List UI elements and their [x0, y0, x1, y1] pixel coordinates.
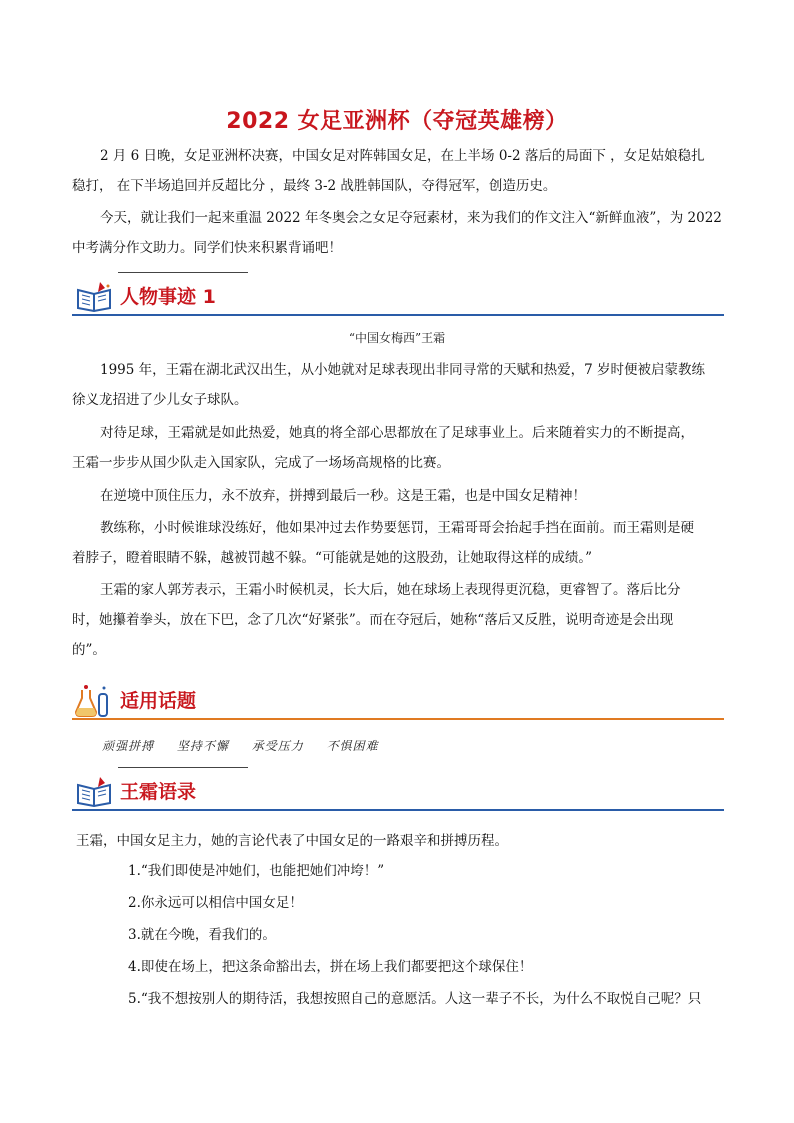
text-line: 对待足球，王霜就是如此热爱，她真的将全部心思都放在了足球事业上。后来随着实力的不断提高， — [100, 425, 694, 441]
text-line: 时，她攥着拳头，放在下巴，念了几次“好紧张”。而在夺冠后，她称“落后又反胜，说明奇迹是会出现 — [72, 612, 674, 628]
story-paragraph-5 — [72, 575, 727, 665]
text-line: 的”。 — [72, 642, 106, 658]
topic-tag: 不惧困难 — [326, 739, 379, 753]
text-line: 徐义龙招进了少儿女子球队。 — [72, 392, 248, 408]
quote-list — [128, 855, 728, 1015]
text-line: 教练称，小时候谁球没练好，他如果冲过去作势要惩罚，王霜哥哥会抬起手挡在面前。而王霜则是硬 — [100, 520, 694, 536]
section-header-3 — [72, 767, 724, 811]
text-line: 王霜的家人郭芳表示，王霜小时候机灵，长大后，她在球场上表现得更沉稳，更睿智了。落后比分 — [100, 582, 681, 598]
text-line: 1995 年，王霜在湖北武汉出生，从小她就对足球表现出非同寻常的天赋和热爱，7 岁时便被启蒙教练 — [100, 362, 706, 378]
subsection-caption: “中国女梅西”王霜 — [348, 331, 446, 345]
section-title: 适用话题 — [120, 690, 197, 712]
page-title: 2022 女足亚洲杯（夺冠英雄榜） — [226, 109, 568, 134]
text-line: 2 月 6 日晚，女足亚洲杯决赛，中国女足对阵韩国女足，在上半场 0-2 落后的局面下 ，女足姑娘稳扎 — [100, 148, 705, 164]
section-header-1 — [72, 272, 724, 316]
section-title: 王霜语录 — [120, 781, 197, 803]
story-paragraph-2 — [72, 418, 727, 478]
story-paragraph-1 — [72, 355, 727, 415]
text-line: 着脖子，瞪着眼睛不躲，越被罚越不躲。“可能就是她的这股劲，让她取得这样的成绩。” — [72, 550, 593, 566]
story-paragraph-3 — [72, 481, 727, 511]
text-line: 中考满分作文助力。同学们快来积累背诵吧！ — [72, 240, 342, 256]
text-line: 稳打， 在下半场追回并反超比分 ，最终 3-2 战胜韩国队，夺得冠军，创造历史。 — [72, 178, 557, 194]
section-header-2 — [72, 676, 724, 720]
list-item: 3.就在今晚，看我们的。 — [128, 927, 276, 943]
header-bottom-rule — [72, 718, 724, 720]
text-line: 王霜，中国女足主力，她的言论代表了中国女足的一路艰辛和拼搏历程。 — [76, 833, 508, 849]
list-item: 5.“我不想按别人的期待活，我想按照自己的意愿活。人这一辈子不长，为什么不取悦自己呢？只 — [128, 991, 702, 1007]
topic-tags — [102, 737, 397, 754]
text-line: 今天，就让我们一起来重温 2022 年冬奥会之女足夺冠素材，来为我们的作文注入“新鲜血液”，为 2022 — [100, 210, 722, 226]
header-top-rule — [118, 767, 248, 768]
header-top-rule — [118, 272, 248, 273]
text-line: 王霜一步步从国少队走入国家队，完成了一场场高规格的比赛。 — [72, 455, 450, 471]
quotes-intro — [76, 826, 731, 856]
intro-paragraph-2 — [72, 203, 727, 263]
open-book-icon — [74, 775, 114, 807]
topic-tag: 顽强拼搏 — [102, 739, 155, 753]
intro-paragraph-1 — [72, 141, 727, 201]
text-line: 在逆境中顶住压力，永不放弃，拼搏到最后一秒。这是王霜，也是中国女足精神！ — [100, 488, 586, 504]
list-item: 4.即使在场上，把这条命豁出去，拼在场上我们都要把这个球保住！ — [128, 959, 533, 975]
list-item: 1.“我们即使是冲她们，也能把她们冲垮！” — [128, 863, 385, 879]
header-bottom-rule — [72, 809, 724, 811]
flask-icon — [74, 684, 114, 716]
topic-tag: 坚持不懈 — [176, 739, 229, 753]
section-title: 人物事迹 1 — [120, 286, 216, 308]
story-paragraph-4 — [72, 513, 727, 573]
topic-tag: 承受压力 — [251, 739, 304, 753]
list-item: 2.你永远可以相信中国女足！ — [128, 895, 303, 911]
header-bottom-rule — [72, 314, 724, 316]
open-book-icon — [74, 280, 114, 312]
